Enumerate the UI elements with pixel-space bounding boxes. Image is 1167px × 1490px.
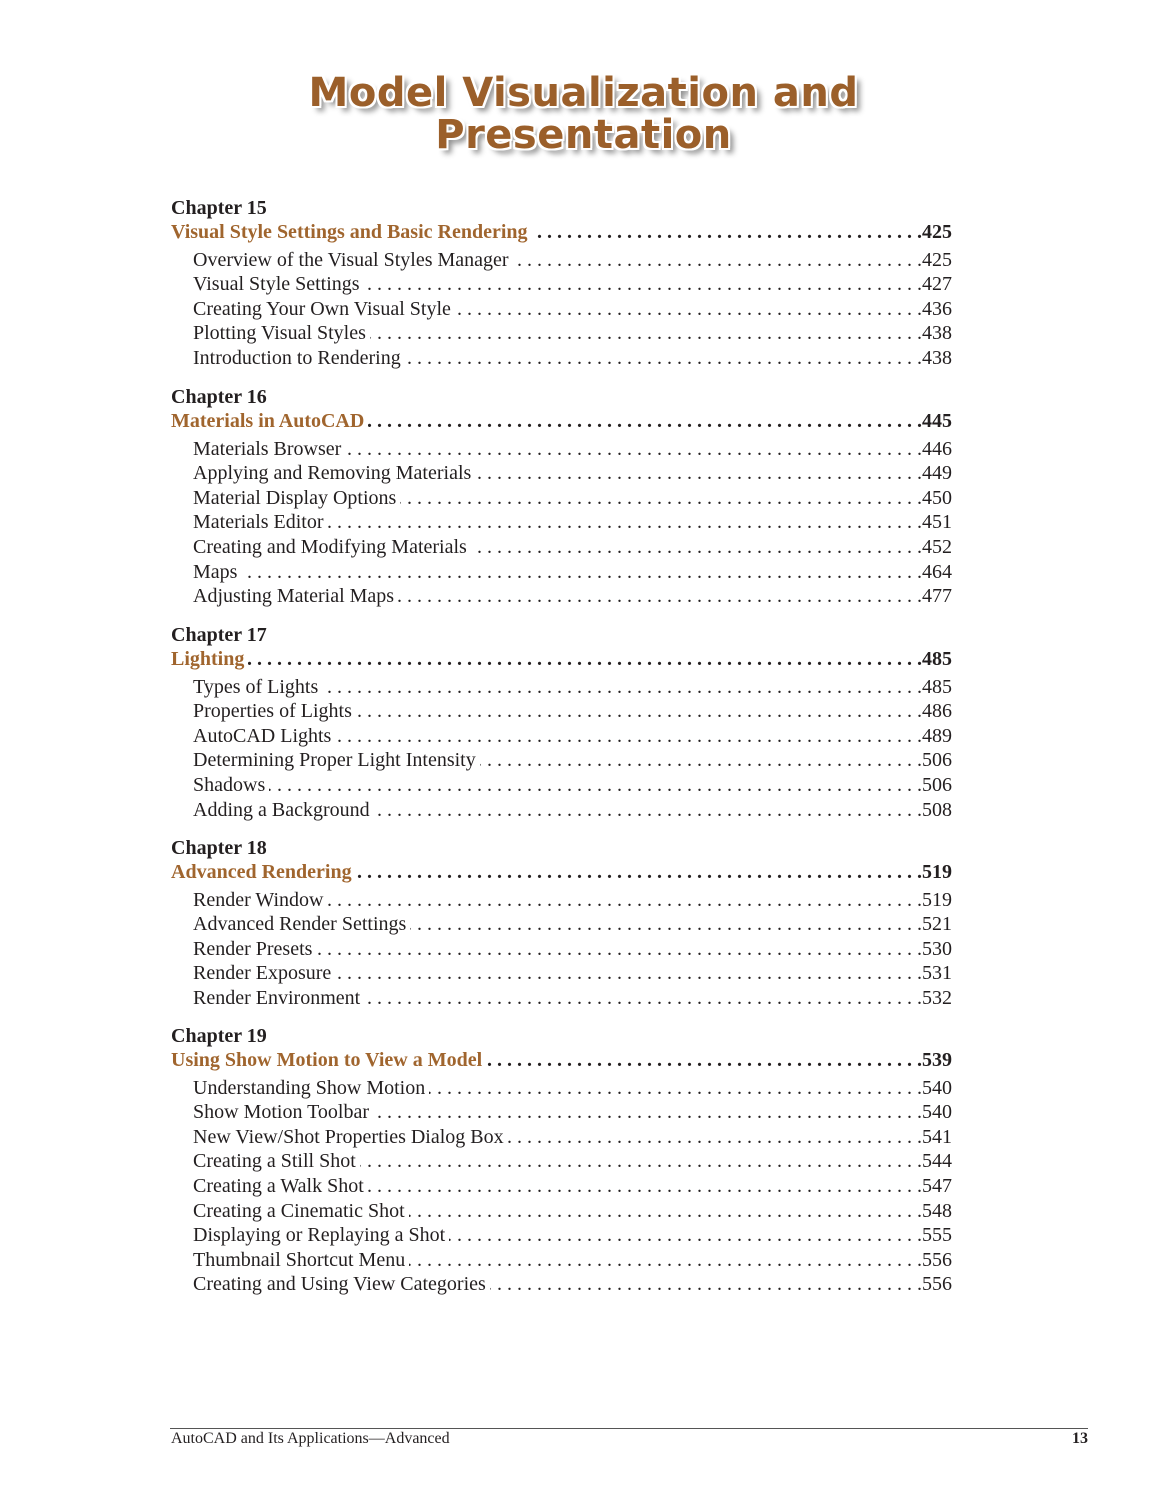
dot-leader: [513, 248, 922, 273]
entry-page: 446: [922, 437, 952, 460]
entry-title: Render Environment: [193, 986, 361, 1009]
toc-entry[interactable]: [171, 1076, 952, 1101]
entry-page: 519: [922, 888, 952, 911]
chapter-title: Advanced Rendering: [171, 861, 352, 883]
dot-leader: [335, 961, 922, 986]
toc-entry[interactable]: [171, 346, 952, 371]
toc-entry[interactable]: [171, 888, 952, 913]
entry-page: 436: [922, 297, 952, 320]
entry-title: Creating a Cinematic Shot: [193, 1199, 405, 1222]
entry-title: Plotting Visual Styles: [193, 322, 366, 345]
dot-leader: [374, 798, 922, 823]
toc-entry[interactable]: [171, 699, 952, 724]
entry-page: 548: [922, 1199, 952, 1222]
chapter-title-row[interactable]: [171, 1048, 952, 1073]
entry-title: Creating a Walk Shot: [193, 1174, 364, 1197]
dot-leader: [373, 1100, 922, 1125]
dot-leader: [410, 912, 922, 937]
chapter-title: Lighting: [171, 648, 245, 670]
entry-title: Adding a Background: [193, 798, 370, 821]
chapter-title-row[interactable]: [171, 220, 952, 245]
toc-entry[interactable]: [171, 1125, 952, 1150]
toc-entry[interactable]: [171, 1272, 952, 1297]
dot-leader: [328, 510, 922, 535]
entry-page: 438: [922, 346, 952, 369]
entry-page: 485: [922, 675, 952, 698]
entry-page: 521: [922, 913, 952, 936]
chapter-label: Chapter 19: [171, 1025, 267, 1047]
entry-page: 544: [922, 1150, 952, 1173]
entry-page: 508: [922, 798, 952, 821]
entry-title: AutoCAD Lights: [193, 724, 332, 747]
entry-page: 555: [922, 1224, 952, 1247]
entry-page: 489: [922, 724, 952, 747]
dot-leader: [486, 1048, 922, 1073]
dot-leader: [360, 1149, 922, 1174]
entry-page: 450: [922, 486, 952, 509]
dot-leader: [327, 888, 922, 913]
footer-divider: [170, 1428, 1088, 1429]
toc-entry[interactable]: [171, 1223, 952, 1248]
entry-title: Types of Lights: [193, 675, 319, 698]
dot-leader: [398, 584, 922, 609]
chapter-title-row[interactable]: [171, 860, 952, 885]
entry-page: 541: [922, 1125, 952, 1148]
dot-leader: [508, 1125, 922, 1150]
entry-page: 486: [922, 700, 952, 723]
dot-leader: [322, 675, 922, 700]
chapter-page: 485: [922, 648, 952, 670]
toc-entry[interactable]: [171, 1199, 952, 1224]
dot-leader: [316, 937, 922, 962]
dot-leader: [364, 272, 922, 297]
title-line-2: Presentation: [435, 112, 732, 158]
dot-leader: [532, 220, 922, 245]
chapter-title: Materials in AutoCAD: [171, 410, 365, 432]
dot-leader: [409, 1199, 922, 1224]
chapter-block: [171, 385, 952, 609]
entry-title: Properties of Lights: [193, 700, 352, 723]
toc-entry[interactable]: [171, 297, 952, 322]
entry-title: Creating Your Own Visual Style: [193, 297, 451, 320]
chapter-page: 519: [922, 861, 952, 883]
chapter-title: Visual Style Settings and Basic Rendering: [171, 221, 528, 243]
entry-title: Visual Style Settings: [193, 273, 360, 296]
dot-leader: [356, 860, 922, 885]
toc-entry[interactable]: [171, 535, 952, 560]
toc-entry[interactable]: [171, 486, 952, 511]
chapter-block: [171, 1024, 952, 1297]
toc-entry[interactable]: [171, 584, 952, 609]
chapter-block: [171, 836, 952, 1011]
toc-entry[interactable]: [171, 461, 952, 486]
toc-entry[interactable]: [171, 798, 952, 823]
toc-entry[interactable]: [171, 1174, 952, 1199]
entry-page: 506: [922, 773, 952, 796]
entry-page: 556: [922, 1248, 952, 1271]
dot-leader: [449, 1223, 922, 1248]
dot-leader: [409, 1248, 922, 1273]
chapter-page: 445: [922, 410, 952, 432]
toc-entry[interactable]: [171, 510, 952, 535]
entry-page: 540: [922, 1101, 952, 1124]
entry-page: 477: [922, 585, 952, 608]
entry-title: Material Display Options: [193, 486, 397, 509]
entry-page: 506: [922, 749, 952, 772]
entry-title: Advanced Render Settings: [193, 913, 407, 936]
chapter-label: Chapter 18: [171, 837, 267, 859]
entry-page: 425: [922, 248, 952, 271]
dot-leader: [345, 437, 922, 462]
entry-page: 427: [922, 273, 952, 296]
dot-leader: [429, 1076, 922, 1101]
footer-page-number: 13: [1072, 1430, 1088, 1447]
chapter-title-row[interactable]: [171, 647, 952, 672]
entry-page: 452: [922, 535, 952, 558]
toc-entry[interactable]: [171, 1100, 952, 1125]
entry-title: Render Window: [193, 888, 324, 911]
dot-leader: [370, 321, 922, 346]
entry-page: 547: [922, 1174, 952, 1197]
entry-title: Thumbnail Shortcut Menu: [193, 1248, 406, 1271]
toc-entry[interactable]: [171, 321, 952, 346]
entry-title: Creating and Using View Categories: [193, 1273, 486, 1296]
chapter-label: Chapter 15: [171, 197, 267, 219]
toc-entry[interactable]: [171, 675, 952, 700]
dot-leader: [356, 699, 922, 724]
entry-page: 438: [922, 322, 952, 345]
chapter-title: Using Show Motion to View a Model: [171, 1049, 483, 1071]
chapter-label: Chapter 17: [171, 624, 267, 646]
entry-title: Understanding Show Motion: [193, 1076, 426, 1099]
footer-book-title: AutoCAD and Its Applications—Advanced: [171, 1430, 450, 1447]
toc-entry[interactable]: [171, 937, 952, 962]
entry-title: Maps: [193, 560, 238, 583]
entry-title: Render Exposure: [193, 962, 332, 985]
toc-entry[interactable]: [171, 724, 952, 749]
entry-title: Creating and Modifying Materials: [193, 535, 467, 558]
entry-title: Adjusting Material Maps: [193, 585, 395, 608]
chapter-page: 539: [922, 1049, 952, 1071]
toc-entry[interactable]: [171, 773, 952, 798]
entry-page: 531: [922, 962, 952, 985]
dot-leader: [475, 461, 922, 486]
entry-page: 451: [922, 511, 952, 534]
dot-leader: [368, 409, 922, 434]
entry-page: 532: [922, 986, 952, 1009]
entry-title: Creating a Still Shot: [193, 1150, 356, 1173]
entry-title: Render Presets: [193, 937, 313, 960]
entry-title: New View/Shot Properties Dialog Box: [193, 1125, 504, 1148]
entry-page: 540: [922, 1076, 952, 1099]
toc-entry[interactable]: [171, 748, 952, 773]
dot-leader: [364, 986, 922, 1011]
page-title: [0, 72, 1167, 156]
title-line-1: Model Visualization and: [308, 70, 859, 116]
chapter-label: Chapter 16: [171, 386, 267, 408]
dot-leader: [241, 560, 922, 585]
toc-entry[interactable]: [171, 560, 952, 585]
toc-entry[interactable]: [171, 437, 952, 462]
dot-leader: [269, 773, 922, 798]
toc-entry[interactable]: [171, 986, 952, 1011]
entry-title: Materials Editor: [193, 511, 324, 534]
toc-entry[interactable]: [171, 1149, 952, 1174]
toc-entry[interactable]: [171, 272, 952, 297]
chapter-block: [171, 623, 952, 822]
entry-page: 556: [922, 1273, 952, 1296]
dot-leader: [335, 724, 922, 749]
dot-leader: [400, 486, 922, 511]
dot-leader: [368, 1174, 922, 1199]
dot-leader: [471, 535, 922, 560]
entry-title: Show Motion Toolbar: [193, 1101, 370, 1124]
entry-title: Displaying or Replaying a Shot: [193, 1224, 446, 1247]
entry-title: Applying and Removing Materials: [193, 462, 472, 485]
dot-leader: [455, 297, 922, 322]
dot-leader: [405, 346, 922, 371]
toc-entry[interactable]: [171, 248, 952, 273]
entry-title: Overview of the Visual Styles Manager: [193, 248, 509, 271]
toc-entry[interactable]: [171, 961, 952, 986]
toc-entry[interactable]: [171, 912, 952, 937]
toc-entry[interactable]: [171, 1248, 952, 1273]
dot-leader: [480, 748, 922, 773]
chapter-block: [171, 196, 952, 371]
dot-leader: [248, 647, 922, 672]
dot-leader: [490, 1272, 922, 1297]
entry-title: Introduction to Rendering: [193, 346, 401, 369]
chapter-page: 425: [922, 221, 952, 243]
chapter-title-row[interactable]: [171, 409, 952, 434]
entry-page: 449: [922, 462, 952, 485]
entry-title: Shadows: [193, 773, 266, 796]
entry-page: 530: [922, 937, 952, 960]
entry-title: Materials Browser: [193, 437, 342, 460]
entry-page: 464: [922, 560, 952, 583]
entry-title: Determining Proper Light Intensity: [193, 749, 476, 772]
